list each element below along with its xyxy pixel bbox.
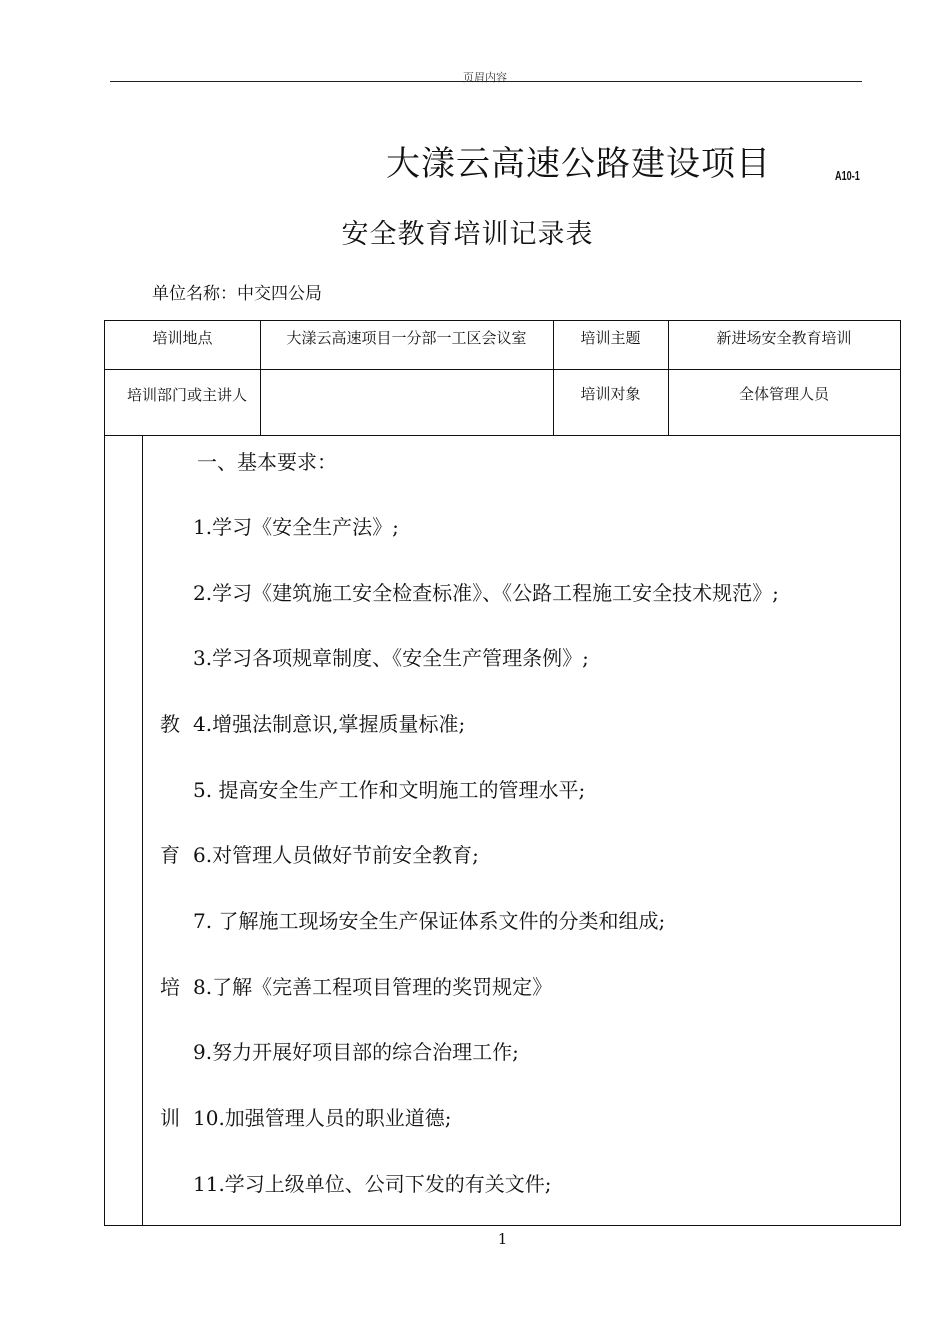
- form-subtitle: 安全教育培训记录表: [341, 219, 594, 250]
- training-record-table: [104, 320, 901, 1226]
- audience-label: 培训对象: [580, 384, 641, 403]
- page-number: 1: [497, 1230, 508, 1248]
- topic-value: 新进场安全教育培训: [716, 328, 852, 347]
- section-char: 培: [160, 975, 180, 999]
- list-item: 5. 提高安全生产工作和文明施工的管理水平;: [193, 778, 586, 802]
- location-label: 培训地点: [152, 328, 213, 347]
- list-item: 8.了解《完善工程项目管理的奖罚规定》: [193, 975, 553, 999]
- unit-label: 单位名称：: [152, 284, 237, 304]
- section-char: 教: [160, 712, 180, 736]
- form-code: A10-1: [835, 168, 860, 183]
- section-char: 育: [160, 843, 180, 867]
- list-item: 2.学习《建筑施工安全检查标准》、《公路工程施工安全技术规范》;: [193, 581, 779, 605]
- topic-label: 培训主题: [580, 328, 641, 347]
- list-item: 1.学习《安全生产法》;: [193, 515, 399, 539]
- location-value: 大漾云高速项目一分部一工区会议室: [286, 328, 527, 347]
- list-item: 7. 了解施工现场安全生产保证体系文件的分类和组成;: [193, 909, 666, 933]
- list-item: 3.学习各项规章制度、《安全生产管理条例》;: [193, 646, 589, 670]
- column-divider: [142, 435, 143, 1226]
- section-char: 训: [160, 1106, 180, 1130]
- department-lecturer-label: 培训部门或主讲人: [127, 385, 248, 404]
- document-title: 大漾云高速公路建设项目: [386, 144, 771, 184]
- header-divider: [110, 81, 862, 82]
- audience-value: 全体管理人员: [738, 384, 829, 403]
- list-item: 11.学习上级单位、公司下发的有关文件;: [193, 1172, 552, 1196]
- list-item: 6.对管理人员做好节前安全教育;: [193, 843, 479, 867]
- list-item: 10.加强管理人员的职业道德;: [193, 1106, 452, 1130]
- training-content: [147, 321, 900, 1225]
- header-text: 页眉内容: [463, 71, 507, 84]
- list-item: 4.增强法制意识,掌握质量标准;: [193, 712, 466, 736]
- content-heading: 一、基本要求：: [197, 450, 337, 474]
- unit-value: 中交四公局: [237, 284, 322, 304]
- list-item: 9.努力开展好项目部的综合治理工作;: [193, 1040, 519, 1064]
- unit-name: [152, 279, 322, 304]
